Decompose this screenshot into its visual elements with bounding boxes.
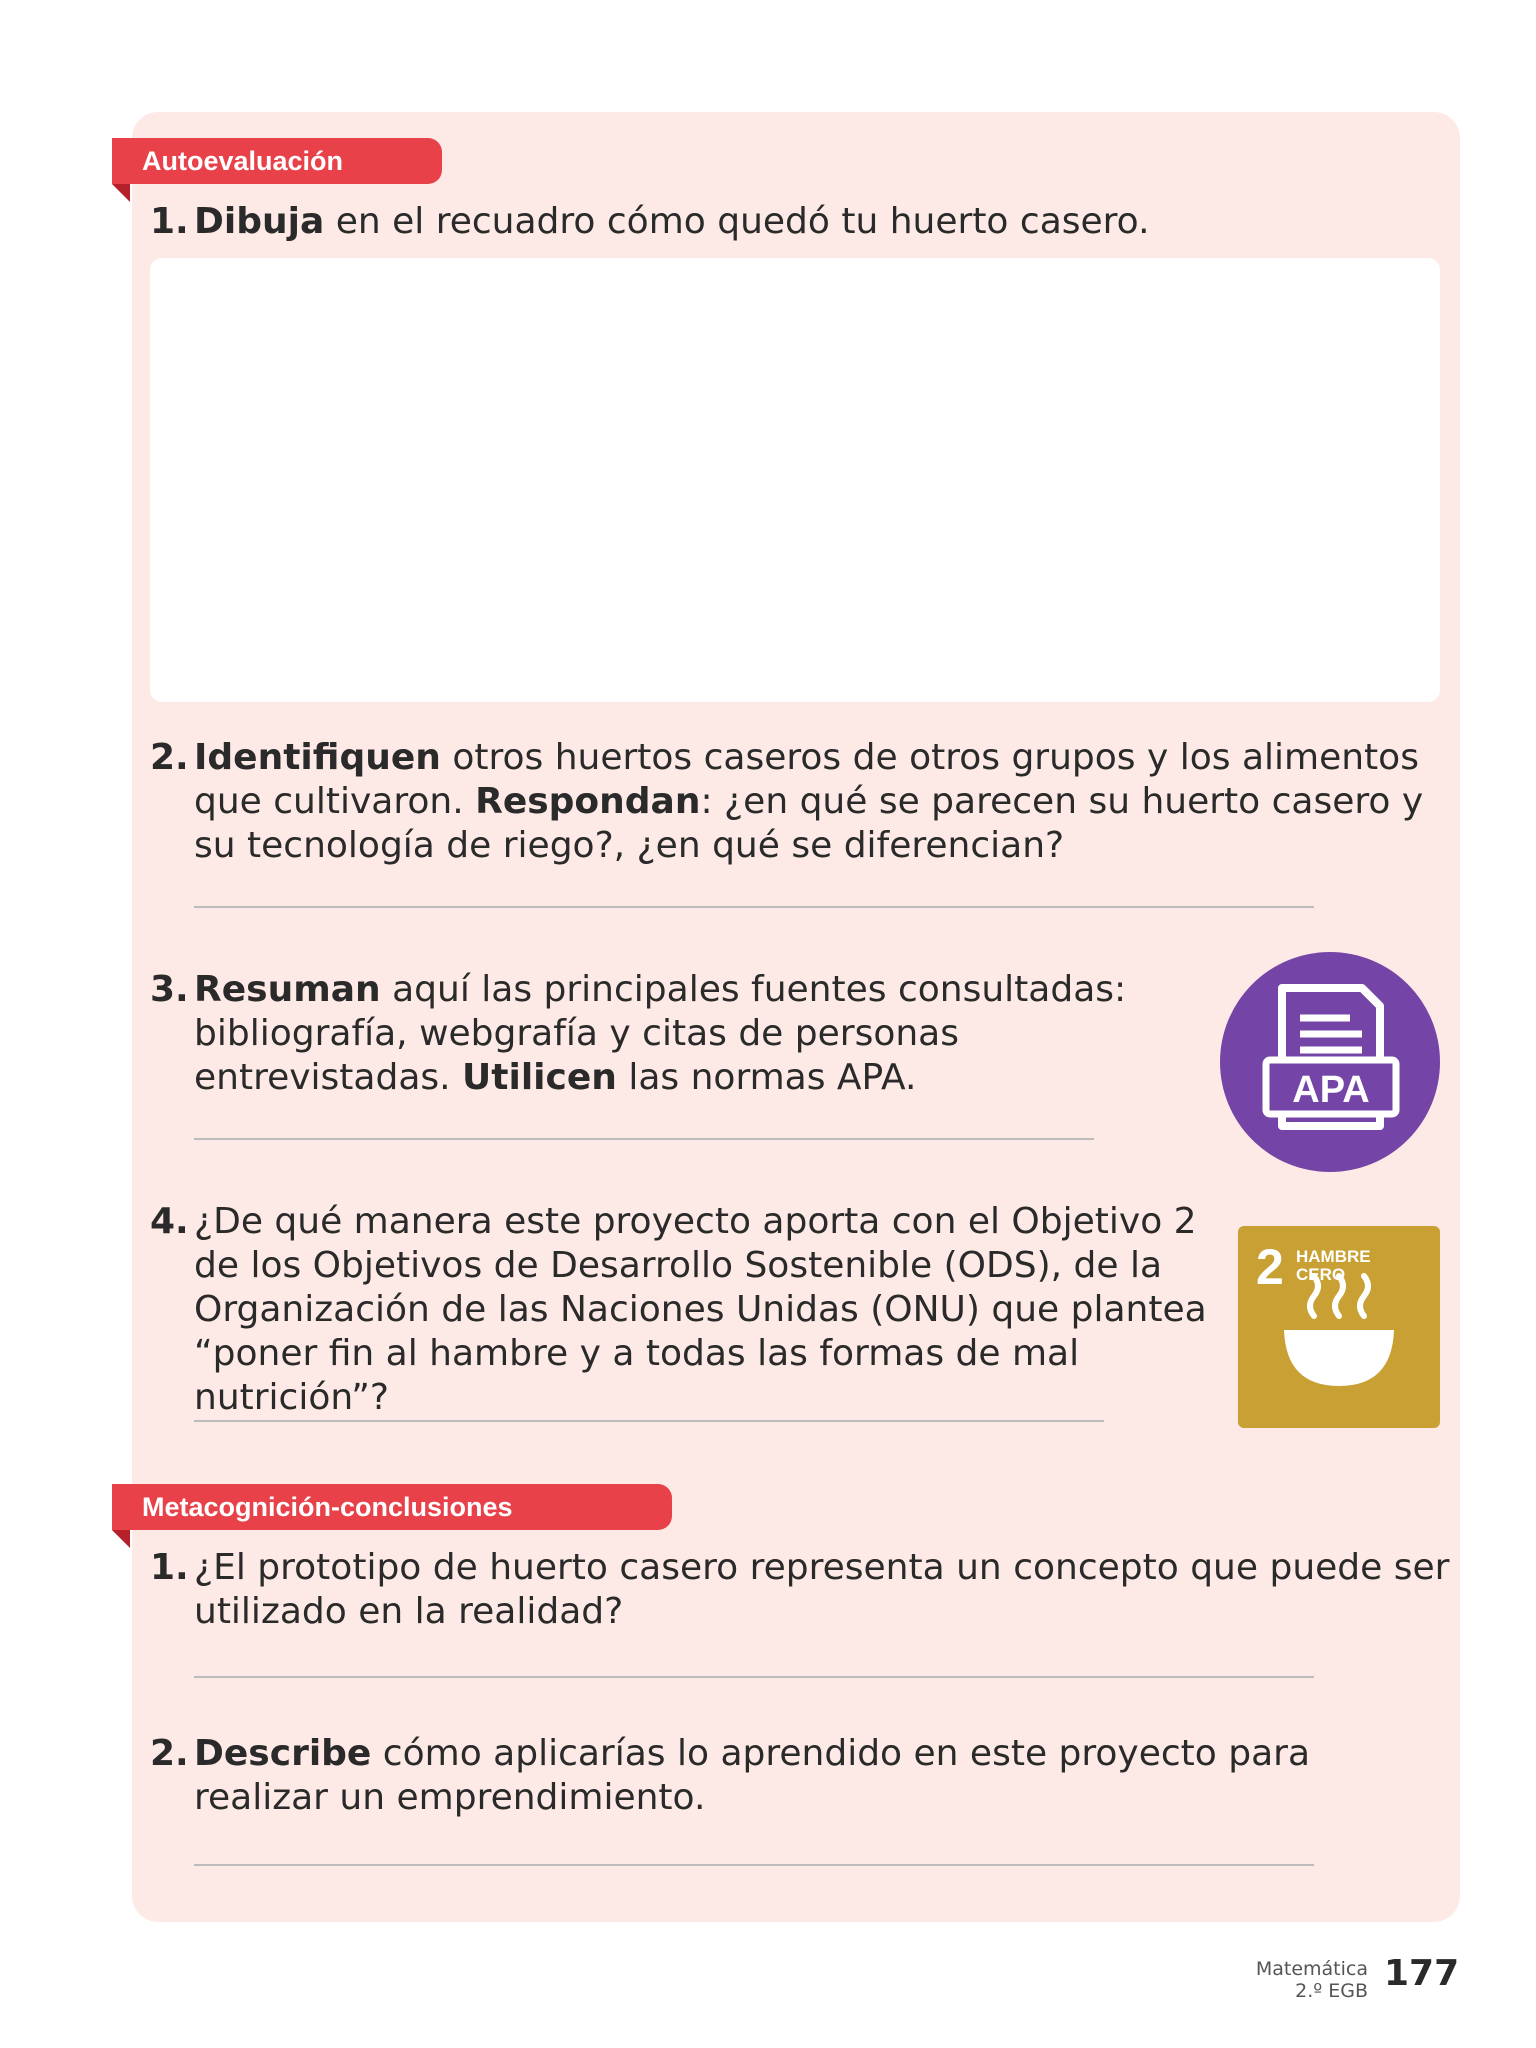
answer-line[interactable] <box>194 1138 1094 1140</box>
grade-label: 2.º EGB <box>1295 1980 1368 2002</box>
ods-number: 2 <box>1256 1239 1284 1295</box>
question-verb: Describe <box>194 1733 372 1774</box>
question-3 <box>150 968 1212 1100</box>
question-text: otros huertos caseros de otros grupos y los alimentos que cultivaron. <box>194 737 1419 822</box>
question-number: 1. <box>150 1547 189 1588</box>
ods-label: HAMBRE CERO <box>1296 1247 1371 1284</box>
question-text: cómo aplicarías lo aprendido en este proyecto para realizar un emprendimiento. <box>194 1733 1311 1818</box>
tag-fold <box>112 1530 130 1548</box>
question-verb-2: Utilicen <box>462 1057 617 1098</box>
question-number: 3. <box>150 969 189 1010</box>
meta-question-1 <box>150 1546 1450 1634</box>
question-1 <box>150 200 1450 244</box>
ods-hambre-cero-icon <box>1238 1226 1440 1428</box>
answer-line[interactable] <box>194 906 1314 908</box>
food-bowl-icon <box>1238 1226 1440 1428</box>
apa-icon <box>1220 952 1440 1172</box>
question-number: 2. <box>150 1733 189 1774</box>
question-verb: Identifiquen <box>194 737 441 778</box>
section-tag-autoevaluacion: Autoevaluación <box>112 138 442 184</box>
question-number: 2. <box>150 737 189 778</box>
question-verb: Resuman <box>194 969 381 1010</box>
question-text-2: las normas APA. <box>616 1057 917 1098</box>
question-text: aquí las principales fuentes consultadas: bibliografía, webgrafía y citas de personas entrevistadas. <box>194 969 1127 1098</box>
meta-question-2 <box>150 1732 1450 1820</box>
question-number: 4. <box>150 1201 189 1242</box>
answer-line[interactable] <box>194 1864 1314 1866</box>
apa-label: APA <box>1292 1069 1370 1111</box>
question-verb: Dibuja <box>194 201 325 242</box>
apa-document-icon <box>1220 952 1440 1172</box>
answer-line[interactable] <box>194 1420 1104 1422</box>
drawing-box[interactable] <box>150 258 1440 702</box>
question-4 <box>150 1200 1210 1420</box>
question-number: 1. <box>150 201 189 242</box>
section-tag-metacognicion: Metacognición-conclusiones <box>112 1484 672 1530</box>
page-number: 177 <box>1384 1953 1460 1994</box>
question-text: en el recuadro cómo quedó tu huerto casero. <box>324 201 1150 242</box>
tag-fold <box>112 184 130 202</box>
question-verb-2: Respondan <box>475 781 701 822</box>
answer-line[interactable] <box>194 1676 1314 1678</box>
footer-subject <box>1256 1958 1368 2002</box>
question-text: ¿De qué manera este proyecto aporta con el Objetivo 2 de los Objetivos de Desarrollo Sostenible (ODS), de la Organización de las Naciones Unidas (ONU) que plantea “poner fin al hambre y a todas las formas de mal nutrición”? <box>194 1201 1207 1418</box>
subject-name: Matemática <box>1255 1958 1368 1980</box>
question-text: ¿El prototipo de huerto casero representa un concepto que puede ser utilizado en la realidad? <box>194 1547 1450 1632</box>
question-text-2: : ¿en qué se parecen su huerto casero y su tecnología de riego?, ¿en qué se diferencian? <box>194 781 1424 866</box>
question-2 <box>150 736 1450 868</box>
